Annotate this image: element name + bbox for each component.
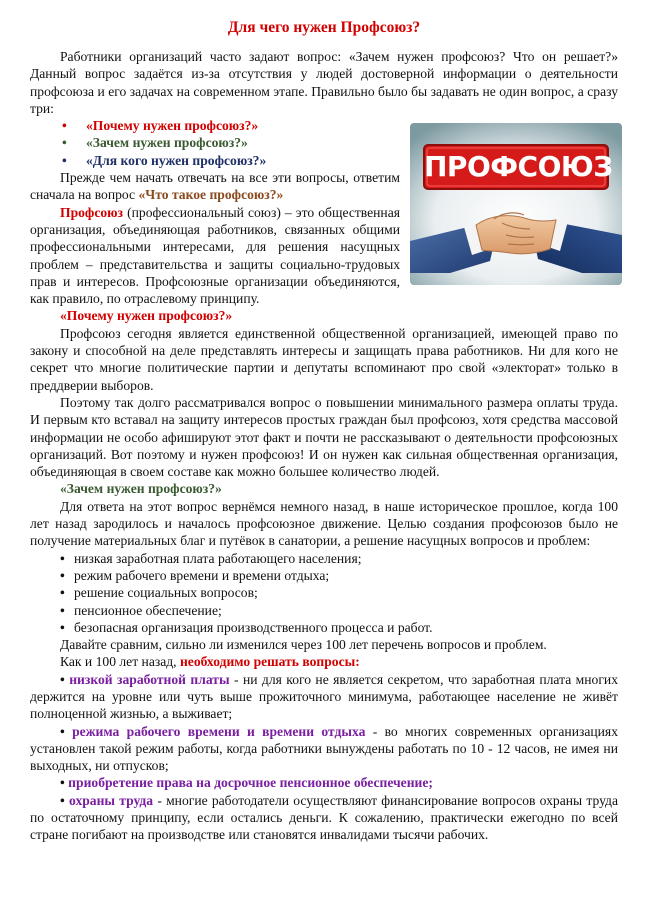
list-item: • пенсионное обеспечение; [60, 602, 222, 618]
list-item: • охраны труда - многие работодатели осуществляют финансирование вопросов охраны труда по остаточному принципу, если остались деньги. К сожалению, практически ежегодно по всей стране погибают на производстве или становятся инвалидами тысячи рабочих. [30, 792, 618, 843]
image-banner-label: ПРОФСОЮЗ [424, 150, 613, 184]
what-paragraph: Для ответа на этот вопрос вернёмся немного назад, в наше историческое прошлое, когда 100 лет назад зародилось и началось профсоюзное движение. Целью создания профсоюзов было не получение материальных благ и путёвок в санатории, а решение насущных вопросов и проблем: [30, 498, 618, 549]
before-paragraph: Прежде чем начать отвечать на все эти вопросы, ответим сначала на вопрос «Что такое профсоюз?» [30, 170, 400, 203]
list-item: • низкая заработная плата работающего населения; [60, 550, 362, 566]
bullet-icon: • [60, 792, 65, 808]
why-paragraph-2: Поэтому так долго рассматривался вопрос о повышении минимального размера оплаты труда. И первым кто вставал на защиту интересов простых граждан был профсоюз, хотя средства массовой информации не особо афишируют этот факт и почти не рассказывают о деятельности профсоюзных организаций. Вот поэтому и нужен профсоюз! И он нужен как сильная общественная организация, объединяющая в своем составе как можно большее количество людей. [30, 394, 618, 480]
why-paragraph-1: Профсоюз сегодня является единственной общественной организацией, имеющей право по закону и способной на деле представлять интересы и защищать права работников. Ни для кого не секрет что многие политические партии и депутаты вспоминают про свой «электорат» только в преддверии выборов. [30, 325, 618, 393]
list-item: • «Для кого нужен профсоюз?» [62, 152, 267, 168]
why-heading: «Почему нужен профсоюз?» [60, 308, 233, 324]
list-item: • низкой заработной платы - ни для кого не является секретом, что заработная плата многих держится на уровне или чуть выше прожиточного минимума, работающее население не живёт полноценной жизнью, а выживает; [30, 671, 618, 722]
page-title: Для чего нужен Профсоюз? [227, 19, 421, 36]
list-item: • режим рабочего времени и времени отдыха; [60, 567, 330, 583]
list-item: • «Зачем нужен профсоюз?» [62, 135, 248, 151]
bullet-icon: • [60, 775, 65, 791]
bullet-icon: • [62, 152, 67, 168]
bullet-icon: • [60, 602, 65, 618]
issues-list [30, 671, 618, 844]
bullet-icon: • [60, 671, 65, 687]
bullet-icon: • [60, 723, 65, 739]
intro-paragraph: Работники организаций часто задают вопрос: «Зачем нужен профсоюз? Что он решает?» Данный вопрос задаётся из-за отсутствия у людей достоверной информации о деятельности профсоюза и его задачах на современном этапе. Правильно было бы задавать не один вопрос, а сразу три: [30, 49, 618, 116]
list-item: • решение социальных вопросов; [60, 585, 258, 601]
list-item: • режима рабочего времени и времени отдыха - во многих современных организациях установлен такой режим работы, когда работники вынуждены работать по 10 - 12 часов, не имея ни выходных, ни отпусков; [30, 723, 618, 774]
bullet-icon: • [60, 550, 65, 566]
need-paragraph: Как и 100 лет назад, необходимо решать вопросы: [60, 654, 360, 670]
bullet-icon: • [62, 135, 67, 151]
bullet-icon: • [60, 567, 65, 583]
list-item: • приобретение права на досрочное пенсионное обеспечение; [60, 775, 433, 791]
questions-list [30, 117, 618, 169]
list-item: • «Почему нужен профсоюз?» [62, 118, 259, 134]
problems-list [30, 550, 618, 636]
definition-paragraph: Профсоюз (профессиональный союз) – это общественная организация, объединяющая работников, связанных общими профессиональными интересами, для решения насущных проблем – представительства и защиты социально-трудовых прав и интересов. Профсоюзные организации объединяются, как правило, по отраслевому принципу. [30, 204, 400, 307]
bullet-icon: • [62, 118, 67, 134]
bullet-icon: • [60, 619, 65, 635]
document-page [30, 18, 618, 844]
bullet-icon: • [60, 585, 65, 601]
what-heading: «Зачем нужен профсоюз?» [60, 481, 222, 497]
list-item: • безопасная организация производственного процесса и работ. [60, 619, 433, 635]
compare-paragraph: Давайте сравним, сильно ли изменился через 100 лет перечень вопросов и проблем. [60, 637, 547, 653]
